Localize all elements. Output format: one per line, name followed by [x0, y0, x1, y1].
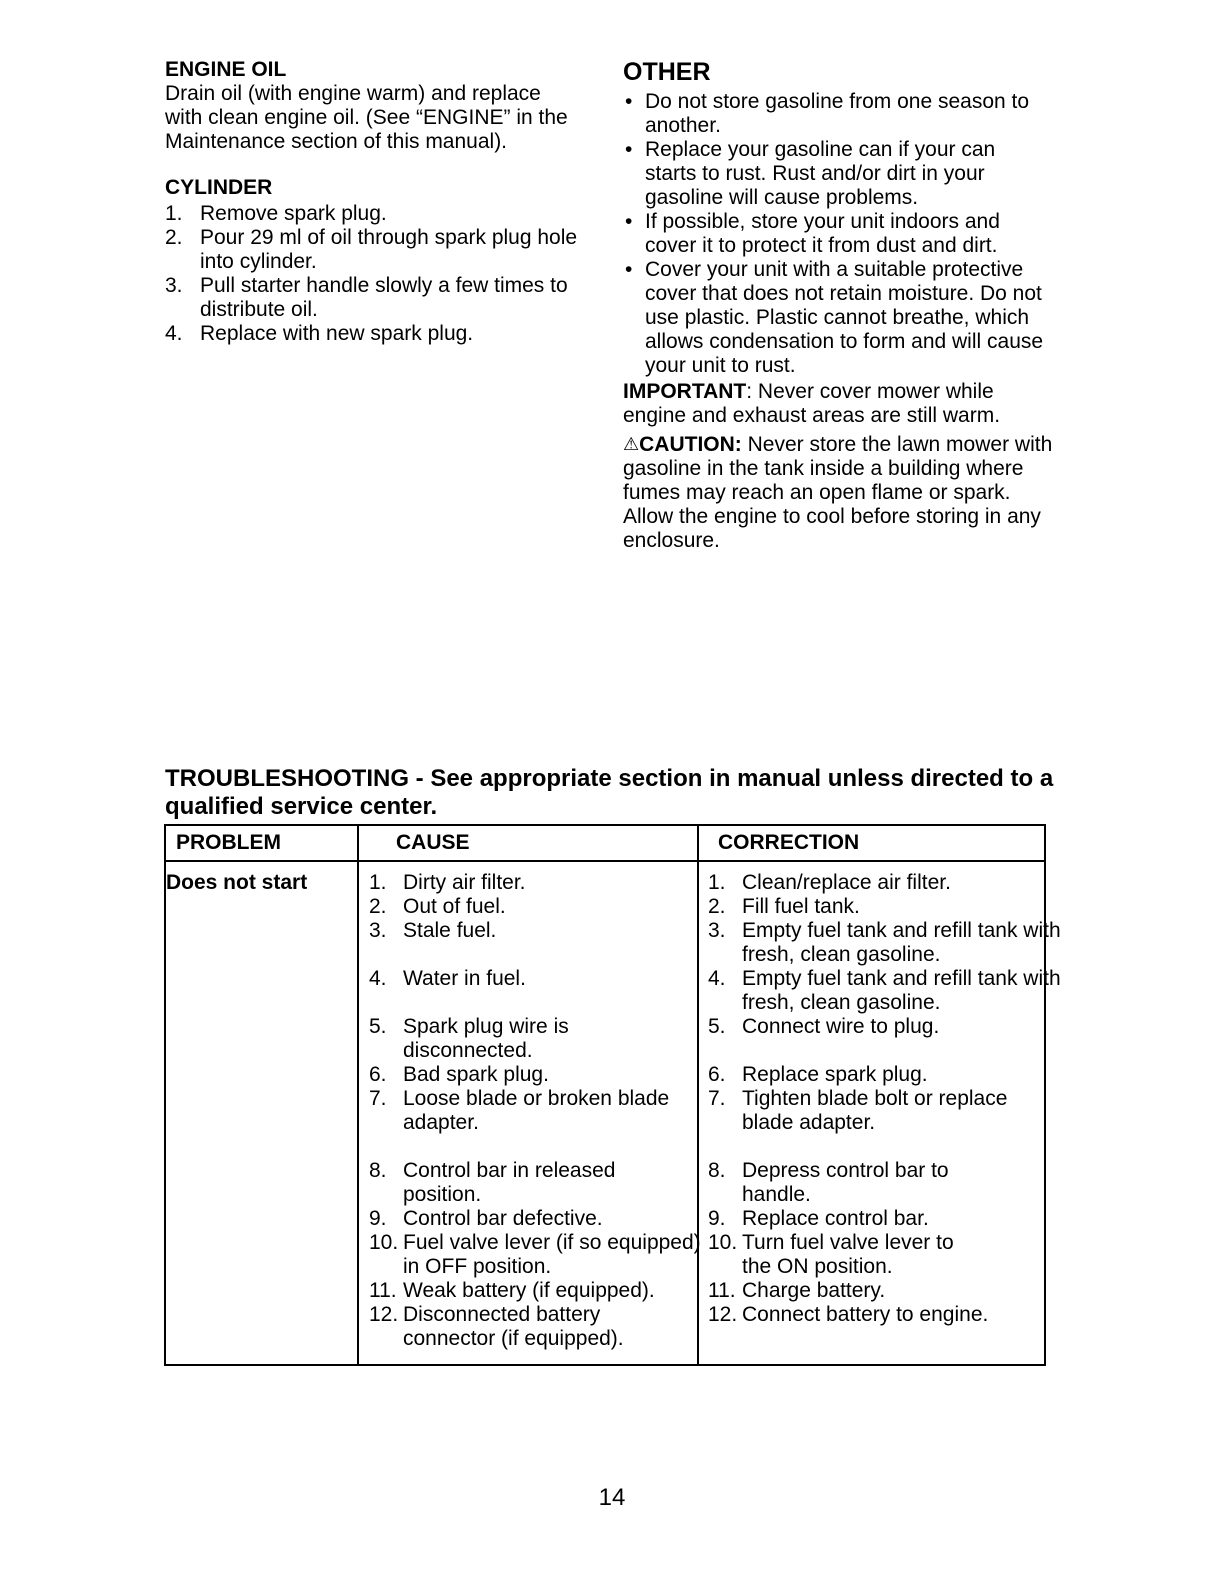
correction-text: Empty fuel tank and refill tank with fresh, clean gasoline. — [742, 967, 1061, 1014]
bullet-icon: • — [625, 90, 633, 113]
cause-number: 9. — [369, 1207, 387, 1230]
table-row — [708, 967, 1077, 1015]
table-row — [708, 1279, 1043, 1303]
table-row — [369, 895, 689, 919]
bullet-text: Cover your unit with a suitable protective cover that does not retain moisture. Do not use plastic. Plastic cannot breathe, which allows condensation to form and will cause your unit to rust. — [645, 258, 1044, 377]
cause-text: Control bar defective. — [403, 1207, 603, 1230]
cause-number: 7. — [369, 1087, 387, 1110]
other-bullets — [623, 90, 1063, 378]
important-label: IMPORTANT — [623, 380, 747, 403]
troubleshooting-title: TROUBLESHOOTING - See appropriate section in manual unless directed to a qualified service center. — [165, 765, 1054, 820]
step-text: Pour 29 ml of oil through spark plug hole into cylinder. — [200, 226, 578, 273]
engine-oil-heading: ENGINE OIL — [165, 58, 287, 81]
cause-number: 12. — [369, 1303, 399, 1326]
cause-text: Loose blade or broken blade adapter. — [403, 1087, 670, 1134]
table-row — [369, 1087, 678, 1159]
correction-number: 5. — [708, 1015, 726, 1038]
cause-text: Control bar in released position. — [403, 1159, 616, 1206]
left-column — [165, 58, 585, 346]
cause-text: Weak battery (if equipped). — [403, 1279, 655, 1302]
correction-text: Tighten blade bolt or replace blade adapter. — [742, 1087, 1008, 1134]
correction-number: 11. — [708, 1279, 736, 1302]
cause-text: Water in fuel. — [403, 967, 526, 990]
cause-text: Dirty air filter. — [403, 871, 526, 894]
cause-number: 6. — [369, 1063, 387, 1086]
caution-text: Never store the lawn mower with gasoline in the tank inside a building where fumes may reach an open flame or spark. Allow the engine to cool before storing in any enclosure. — [623, 433, 1053, 552]
correction-text: Replace control bar. — [742, 1207, 929, 1230]
table-row — [708, 1015, 1043, 1063]
correction-text: Connect wire to plug. — [742, 1015, 940, 1038]
step-number: 4. — [165, 322, 183, 345]
correction-number: 10. — [708, 1231, 738, 1254]
table-row — [369, 1303, 688, 1351]
cause-column — [369, 871, 701, 1351]
correction-number: 2. — [708, 895, 726, 918]
correction-text: Clean/replace air filter. — [742, 871, 951, 894]
step-number: 2. — [165, 226, 183, 249]
right-column — [623, 58, 1063, 553]
step-text: Remove spark plug. — [200, 202, 387, 225]
correction-number: 1. — [708, 871, 726, 894]
step-number: 1. — [165, 202, 183, 225]
list-item — [165, 202, 580, 226]
correction-number: 12. — [708, 1303, 738, 1326]
list-item — [165, 226, 580, 274]
correction-number: 6. — [708, 1063, 726, 1086]
step-text: Pull starter handle slowly a few times to distribute oil. — [200, 274, 568, 321]
list-item — [623, 138, 1040, 210]
cause-text: Bad spark plug. — [403, 1063, 549, 1086]
correction-text: Connect battery to engine. — [742, 1303, 989, 1326]
correction-text: Turn fuel valve lever to the ON position. — [742, 1231, 954, 1278]
list-item — [623, 90, 1040, 138]
column-divider — [357, 826, 359, 1364]
correction-text: Empty fuel tank and refill tank with fresh, clean gasoline. — [742, 919, 1061, 966]
table-row — [708, 871, 1043, 895]
bullet-text: If possible, store your unit indoors and cover it to protect it from dust and dirt. — [645, 210, 1000, 257]
correction-number: 4. — [708, 967, 726, 990]
correction-text: Fill fuel tank. — [742, 895, 860, 918]
cause-number: 5. — [369, 1015, 387, 1038]
correction-column — [708, 871, 1061, 1327]
cylinder-steps — [165, 202, 585, 346]
cause-number: 2. — [369, 895, 387, 918]
other-heading: OTHER — [623, 58, 711, 86]
table-row — [369, 1159, 683, 1207]
table-row — [369, 1207, 689, 1231]
bullet-text: Replace your gasoline can if your can starts to rust. Rust and/or dirt in your gasoline will cause problems. — [645, 138, 996, 209]
table-row — [708, 919, 1077, 967]
table-row — [708, 895, 1043, 919]
cause-text: Out of fuel. — [403, 895, 506, 918]
troubleshooting-table — [164, 824, 1061, 1366]
list-item — [623, 258, 1060, 378]
table-row — [369, 967, 689, 1015]
correction-text: Depress control bar to handle. — [742, 1159, 949, 1206]
cause-number: 8. — [369, 1159, 387, 1182]
table-row — [369, 1231, 708, 1279]
table-row — [708, 1063, 1043, 1087]
header-cause: CAUSE — [396, 831, 470, 854]
cause-text: Spark plug wire is disconnected. — [403, 1015, 569, 1062]
cause-text: Fuel valve lever (if so equipped) in OFF position. — [403, 1231, 701, 1278]
list-item — [165, 274, 580, 322]
correction-number: 3. — [708, 919, 726, 942]
cause-text: Disconnected battery connector (if equipped). — [403, 1303, 624, 1350]
warning-triangle-icon: ⚠ — [623, 434, 640, 454]
table-row — [369, 1015, 623, 1063]
table-row — [708, 1303, 1043, 1327]
cause-number: 3. — [369, 919, 387, 942]
cause-number: 4. — [369, 967, 387, 990]
cause-number: 1. — [369, 871, 387, 894]
important-note — [623, 380, 1043, 428]
header-divider — [166, 860, 1044, 862]
table-row — [708, 1231, 982, 1279]
important-text: : Never cover mower while engine and exhaust areas are still warm. — [623, 380, 1001, 427]
bullet-text: Do not store gasoline from one season to another. — [645, 90, 1030, 137]
table-row — [369, 1063, 689, 1087]
header-correction: CORRECTION — [718, 831, 860, 854]
table-row — [369, 1279, 689, 1303]
table-row — [708, 1159, 1002, 1207]
correction-number: 9. — [708, 1207, 726, 1230]
cause-text: Stale fuel. — [403, 919, 497, 942]
step-number: 3. — [165, 274, 183, 297]
table-row — [708, 1207, 1043, 1231]
table-row — [369, 871, 689, 895]
cause-number: 11. — [369, 1279, 397, 1302]
step-text: Replace with new spark plug. — [200, 322, 474, 345]
table-row — [708, 1087, 1012, 1159]
problem-cell: Does not start — [166, 871, 308, 894]
bullet-icon: • — [625, 210, 633, 233]
bullet-icon: • — [625, 258, 633, 281]
page-number: 14 — [598, 1484, 626, 1511]
cause-number: 10. — [369, 1231, 399, 1254]
list-item — [165, 322, 580, 346]
column-divider — [697, 826, 699, 1364]
table-row — [369, 919, 689, 967]
header-problem: PROBLEM — [176, 831, 281, 854]
engine-oil-text: Drain oil (with engine warm) and replace with clean engine oil. (See “ENGINE” in the Maintenance section of this manual). — [165, 82, 568, 153]
correction-number: 7. — [708, 1087, 726, 1110]
correction-number: 8. — [708, 1159, 726, 1182]
caution-note — [623, 433, 1053, 553]
caution-label: CAUTION: — [639, 433, 742, 456]
list-item — [623, 210, 1040, 258]
correction-text: Replace spark plug. — [742, 1063, 928, 1086]
bullet-icon: • — [625, 138, 633, 161]
correction-text: Charge battery. — [742, 1279, 886, 1302]
cylinder-heading: CYLINDER — [165, 176, 273, 199]
